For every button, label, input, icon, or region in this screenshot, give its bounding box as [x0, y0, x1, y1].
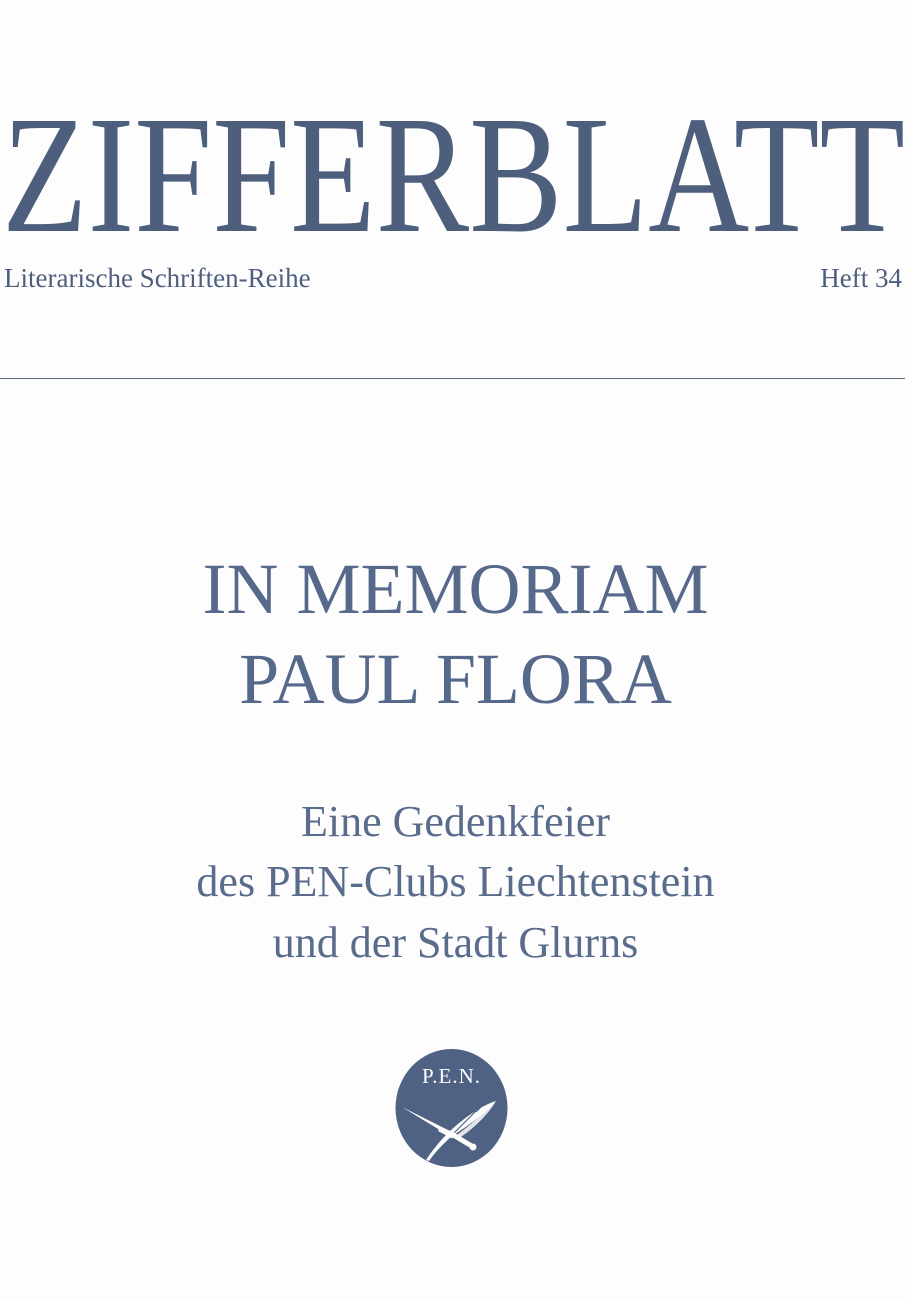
header-divider	[0, 378, 905, 379]
title-line-1: IN MEMORIAM	[202, 549, 709, 629]
series-name: Literarische Schriften-Reihe	[4, 263, 311, 293]
issue-number: Heft 34	[820, 263, 902, 293]
title-line-2: PAUL FLORA	[239, 639, 672, 719]
pen-club-logo	[394, 1047, 509, 1169]
subtitle-line-1: Eine Gedenkfeier	[300, 797, 611, 846]
subtitle-line-3: und der Stadt Glurns	[272, 918, 639, 967]
pen-logo-text: P.E.N.	[421, 1064, 482, 1088]
masthead-zifferblatt	[2, 98, 907, 248]
subtitle-line-2: des PEN-Clubs Liechtenstein	[196, 857, 715, 906]
masthead-text: ZIFFERBLATT	[2, 98, 905, 248]
